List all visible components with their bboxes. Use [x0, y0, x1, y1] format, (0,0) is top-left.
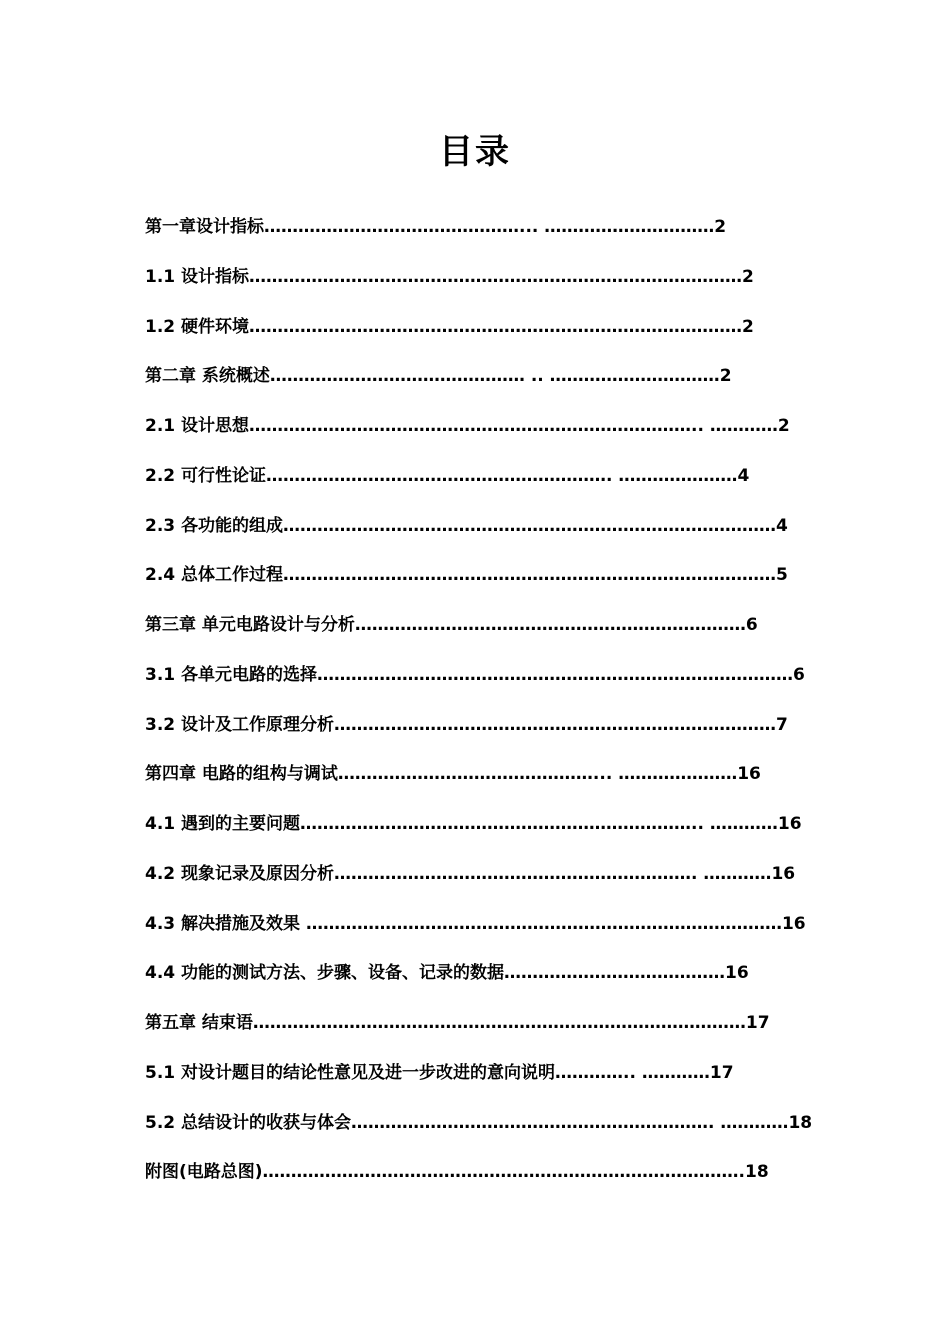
toc-entry-leader: …………………………………………………………………………… — [252, 1013, 746, 1033]
toc-entry — [145, 362, 805, 412]
toc-entry-page: 4 — [737, 465, 750, 486]
toc-entry — [145, 1158, 805, 1208]
toc-entry-page: 16 — [781, 913, 806, 934]
toc-entry — [145, 760, 805, 810]
toc-entry-label: 5.2 总结设计的收获与体会 — [145, 1112, 352, 1133]
toc-entry — [145, 910, 805, 960]
toc-entry-label: 第二章 系统概述 — [145, 366, 270, 387]
toc-entry-leader: …………………………………………………………………………… — [283, 565, 777, 586]
toc-entry-leader: ………………………………………………………. ………… — [351, 1112, 789, 1133]
toc-entry-leader: ………………………………………………………………………… — [305, 913, 782, 934]
toc-entry-label: 第三章 单元电路设计与分析 — [145, 615, 355, 635]
toc-entry — [145, 611, 805, 661]
toc-entry-label: 4.3 解决措施及效果 — [145, 913, 306, 934]
toc-entry-label: 1.1 设计指标 — [145, 266, 250, 287]
toc-entry-leader: ……………………………………………………. ………………… — [266, 465, 738, 486]
toc-entry — [145, 1009, 805, 1059]
toc-entry — [145, 462, 805, 512]
toc-entry-label: 4.2 现象记录及原因分析 — [145, 863, 335, 884]
toc-entry-leader: …………………………………………………………………….. ………… — [249, 416, 778, 436]
toc-entry-page: 16 — [737, 764, 761, 785]
toc-entry-page: 2 — [742, 266, 754, 287]
toc-entry — [145, 860, 805, 910]
toc-entry-label: 1.2 硬件环境 — [145, 316, 250, 337]
toc-entry — [145, 561, 805, 611]
toc-entry — [145, 412, 805, 462]
toc-entry-leader: ……………………………………… .. ………………………… — [269, 366, 720, 387]
toc-entry-leader: ………………………………………... ………………………… — [264, 217, 715, 237]
toc-entry — [145, 512, 805, 562]
toc-entry-label: 2.3 各功能的组成 — [145, 515, 284, 536]
toc-entry — [145, 263, 805, 313]
toc-entry-leader: …………………………………………………………… — [354, 615, 746, 635]
toc-entry-page: 18 — [745, 1162, 769, 1183]
toc-entry-page: 16 — [777, 814, 802, 834]
toc-entry-leader: ………………………………………………………. ………… — [334, 863, 772, 884]
page-title: 目录 — [439, 132, 511, 172]
toc-entry — [145, 213, 805, 263]
toc-entry-leader: …………………………………………………………….. ………… — [300, 814, 778, 834]
toc-entry — [145, 1059, 805, 1109]
toc-entry-page: 18 — [788, 1112, 813, 1133]
toc-entry — [145, 711, 805, 761]
toc-entry-leader: …………………………………………………………………………… — [249, 316, 743, 337]
toc-entry-label: 2.2 可行性论证 — [145, 465, 267, 486]
toc-entry-label: 第五章 结束语 — [145, 1013, 253, 1033]
toc-entry-label: 5.1 对设计题目的结论性意见及进一步改进的意向说明 — [145, 1062, 556, 1083]
toc-entry-leader: ………………………………………... ………………… — [337, 764, 738, 785]
toc-entry-label: 2.4 总体工作过程 — [145, 565, 284, 586]
toc-entry — [145, 1109, 813, 1159]
toc-entry-leader: ………………………………………………………………………… — [317, 664, 794, 685]
toc-entry-label: 4.1 遇到的主要问题 — [145, 814, 301, 834]
toc-entry — [145, 959, 805, 1009]
toc-entry-leader: …………………………………………………………………………… — [249, 266, 743, 287]
table-of-contents — [145, 213, 813, 1208]
toc-entry-leader: …………………………………………………………………………… — [283, 515, 777, 536]
toc-entry-page: 6 — [793, 664, 805, 685]
toc-entry-leader: ………….. ………… — [555, 1062, 710, 1083]
toc-entry-label: 4.4 功能的测试方法、步骤、设备、记录的数据 — [145, 963, 505, 984]
toc-entry-page: 5 — [776, 565, 788, 586]
toc-entry-label: 3.2 设计及工作原理分析 — [145, 714, 335, 735]
toc-entry-page: 2 — [742, 316, 754, 337]
toc-entry-page: 6 — [745, 615, 758, 635]
toc-entry-page: 2 — [714, 217, 727, 237]
toc-entry-label: 附图(电路总图) — [145, 1162, 263, 1183]
toc-entry-page: 16 — [725, 963, 749, 984]
toc-entry-page: 17 — [745, 1013, 770, 1033]
toc-entry-label: 3.1 各单元电路的选择 — [145, 664, 318, 685]
toc-entry-leader: …………………………………………………………………… — [334, 714, 777, 735]
toc-entry-page: 2 — [777, 416, 790, 436]
toc-entry-leader: …………………………………………………………………………. — [262, 1162, 746, 1183]
toc-entry-page: 4 — [776, 515, 788, 536]
toc-entry-label: 2.1 设计思想 — [145, 416, 250, 436]
toc-entry-page: 16 — [771, 863, 796, 884]
toc-entry-page: 7 — [776, 714, 788, 735]
toc-entry-page: 17 — [709, 1062, 734, 1083]
toc-entry — [145, 810, 805, 860]
toc-entry-label: 第一章设计指标 — [145, 217, 264, 237]
toc-entry — [145, 661, 805, 711]
toc-entry — [145, 313, 805, 363]
toc-entry-leader: ………………………………… — [504, 963, 726, 984]
toc-entry-page: 2 — [719, 366, 732, 387]
toc-entry-label: 第四章 电路的组构与调试 — [145, 764, 338, 785]
